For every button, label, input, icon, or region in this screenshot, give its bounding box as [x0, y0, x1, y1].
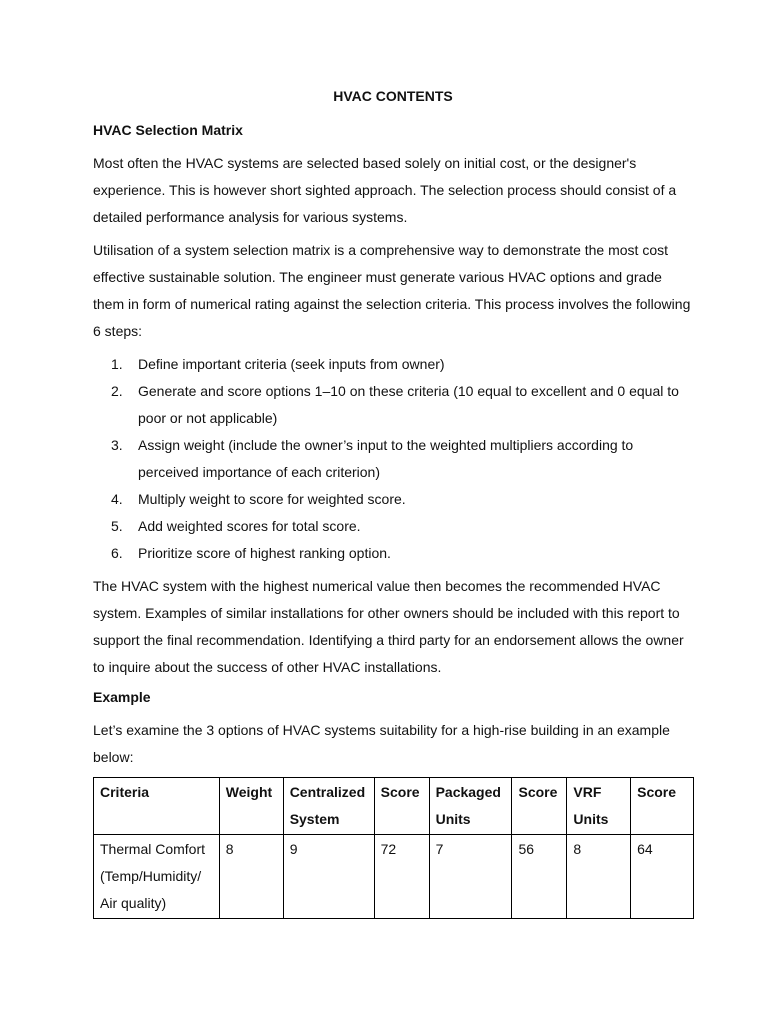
section-heading: HVAC Selection Matrix — [93, 122, 243, 138]
step-text: Multiply weight to score for weighted score. — [138, 491, 406, 507]
step-text: Add weighted scores for total score. — [138, 518, 361, 534]
list-item — [93, 513, 693, 540]
table-cell: 8 — [567, 835, 631, 919]
step-number: 5. — [111, 518, 123, 534]
selection-matrix-table — [93, 777, 694, 919]
document-title: HVAC CONTENTS — [333, 88, 453, 104]
header-packaged-units: Packaged Units — [429, 778, 512, 835]
table-cell: 9 — [283, 835, 374, 919]
step-number: 4. — [111, 491, 123, 507]
table-cell: Thermal Comfort (Temp/Humidity/ Air quality) — [94, 835, 220, 919]
table-cell: 56 — [512, 835, 567, 919]
header-score: Score — [631, 778, 694, 835]
header-criteria: Criteria — [94, 778, 220, 835]
step-text: Assign weight (include the owner’s input to the weighted multipliers according to perceived importance of each criterion) — [138, 437, 634, 480]
table-row — [94, 835, 694, 919]
step-number: 1. — [111, 356, 123, 372]
header-centralized-system: Centralized System — [283, 778, 374, 835]
list-item — [93, 351, 693, 378]
table-cell: 7 — [429, 835, 512, 919]
list-item — [93, 432, 693, 486]
header-score: Score — [374, 778, 429, 835]
list-item — [93, 378, 693, 432]
example-intro: Let’s examine the 3 options of HVAC systems suitability for a high-rise building in an example below: — [93, 722, 670, 765]
step-text: Prioritize score of highest ranking option. — [138, 545, 391, 561]
header-vrf-units: VRF Units — [567, 778, 631, 835]
list-item — [93, 540, 693, 567]
conclusion-paragraph: The HVAC system with the highest numerical value then becomes the recommended HVAC system. Examples of similar installations for other owners should be included with this report to support the final recommendation. Identifying a third party for an endorsement allows the owner to inquire about the success of other HVAC installations. — [93, 578, 684, 675]
header-weight: Weight — [219, 778, 283, 835]
table-header-row — [94, 778, 694, 835]
step-number: 6. — [111, 545, 123, 561]
header-score: Score — [512, 778, 567, 835]
step-text: Generate and score options 1–10 on these criteria (10 equal to excellent and 0 equal to poor or not applicable) — [138, 383, 679, 426]
table-cell: 64 — [631, 835, 694, 919]
step-number: 3. — [111, 437, 123, 453]
step-text: Define important criteria (seek inputs from owner) — [138, 356, 445, 372]
table-cell: 8 — [219, 835, 283, 919]
intro-paragraph: Most often the HVAC systems are selected based solely on initial cost, or the designer's experience. This is however short sighted approach. The selection process should consist of a detailed performance analysis for various systems. — [93, 155, 677, 225]
example-heading: Example — [93, 689, 151, 705]
matrix-paragraph: Utilisation of a system selection matrix is a comprehensive way to demonstrate the most cost effective sustainable solution. The engineer must generate various HVAC options and grade them in form of numerical rating against the selection criteria. This process involves the following 6 steps: — [93, 242, 691, 339]
step-number: 2. — [111, 383, 123, 399]
list-item — [93, 486, 693, 513]
table-cell: 72 — [374, 835, 429, 919]
steps-list — [93, 351, 693, 567]
document-page — [93, 86, 693, 919]
